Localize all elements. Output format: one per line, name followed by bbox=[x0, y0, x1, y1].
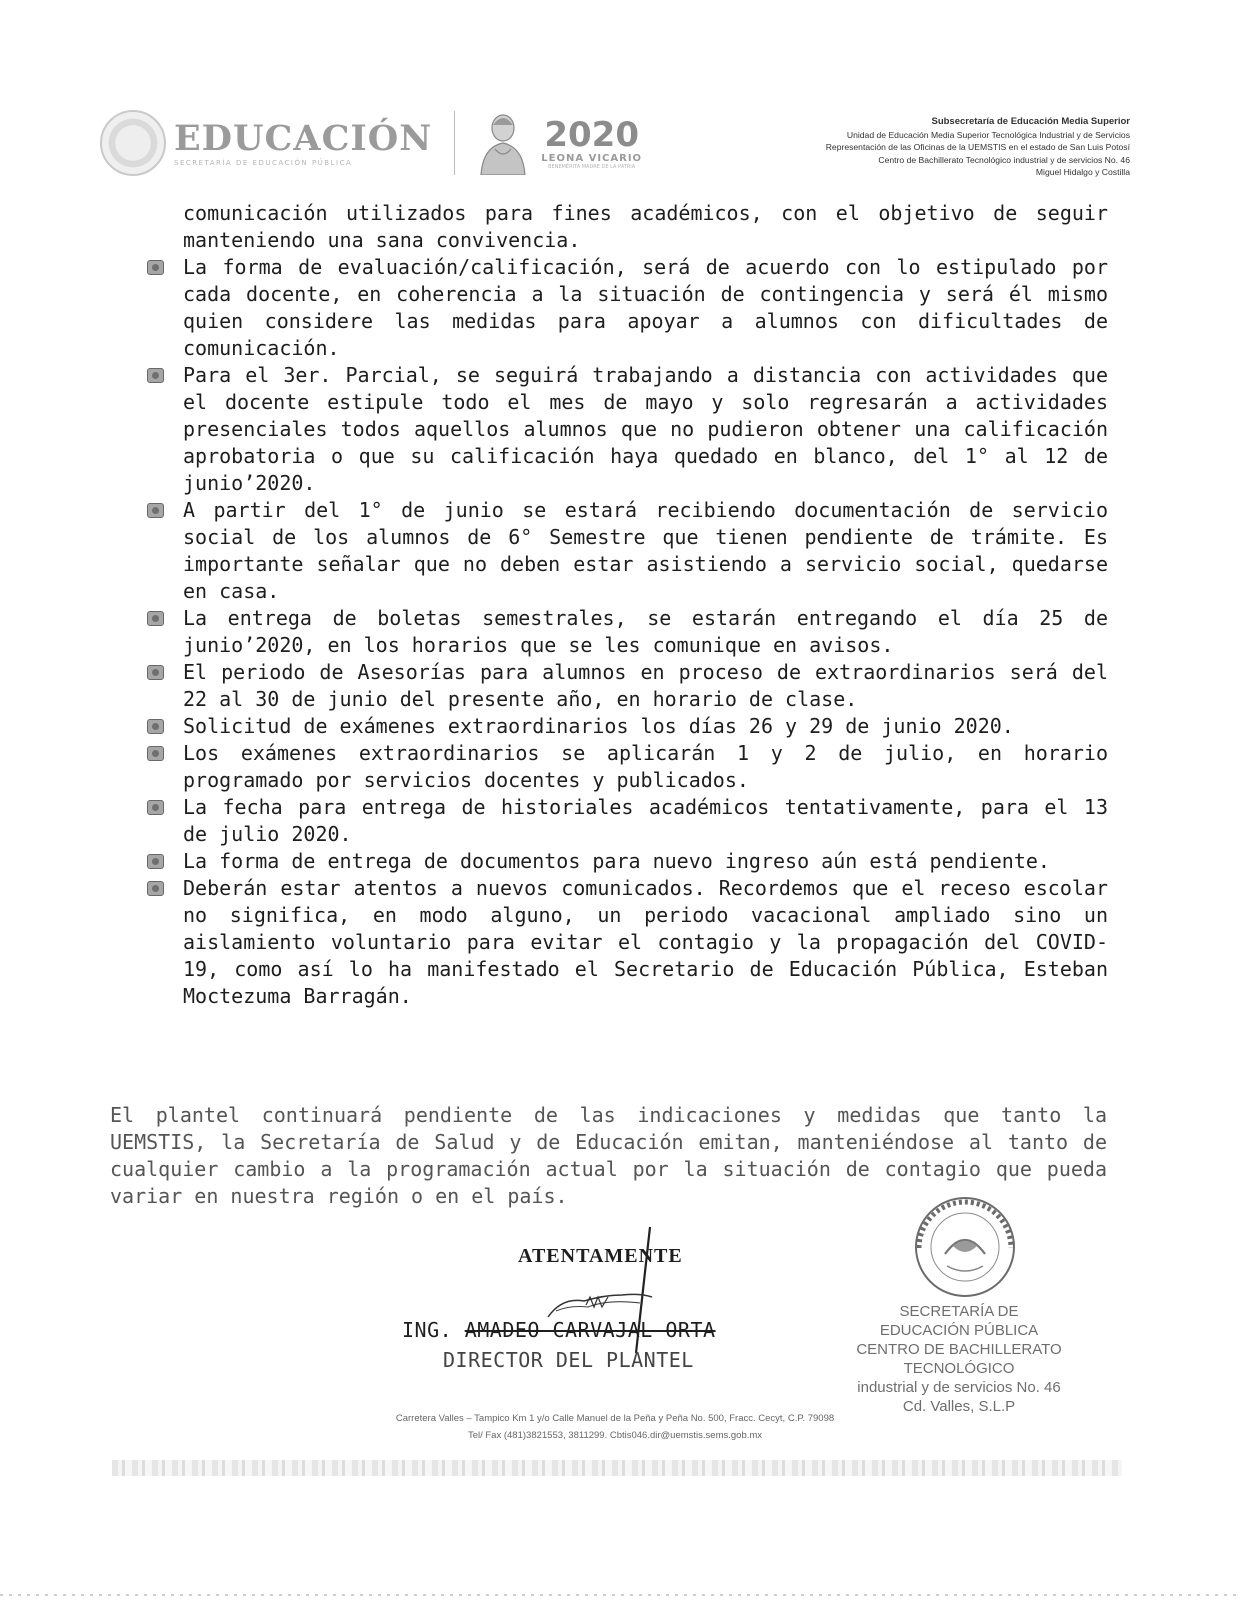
scan-edge-dots bbox=[0, 1594, 1240, 1596]
signer-name bbox=[402, 1318, 716, 1342]
list-item bbox=[143, 740, 1108, 794]
list-item bbox=[143, 659, 1108, 713]
national-seal-icon bbox=[100, 110, 166, 176]
list-item-text: Para el 3er. Parcial, se seguirá trabajando a distancia con actividades que el docente estipule todo el mes de mayo y solo regresarán a actividades presenciales todos aquellos alumnos que no pudieron obtener una calificación aprobatoria o que su calificación haya quedado en blanco, del 1° al 12 de junio’2020. bbox=[183, 363, 1108, 495]
brand-subtitle: SECRETARÍA DE EDUCACIÓN PÚBLICA bbox=[174, 159, 353, 167]
list-item-text: A partir del 1° de junio se estará recibiendo documentación de servicio social de los alumnos de 6° Semestre que tienen pendiente de trámite. Es importante señalar que no deben estar asistiendo a servicio social, quedarse en casa. bbox=[183, 498, 1108, 603]
footer bbox=[300, 1410, 930, 1444]
official-seal-stamp bbox=[905, 1196, 1025, 1298]
list-item bbox=[143, 848, 1108, 875]
list-item-text: Deberán estar atentos a nuevos comunicados. Recordemos que el receso escolar no significa, en modo alguno, un periodo vacacional ampliado sino un aislamiento voluntario para evitar el contagio y la propagación del COVID-19, como así lo ha manifestado el Secretario de Educación Pública, Esteban Moctezuma Barragán. bbox=[183, 876, 1108, 1008]
letterhead bbox=[100, 102, 1130, 192]
year-subtitle: BENEMÉRITA MADRE DE LA PATRIA bbox=[548, 163, 636, 170]
list-item bbox=[143, 200, 1108, 254]
stamp-line: EDUCACIÓN PÚBLICA bbox=[879, 1322, 1039, 1339]
stamp-line: CENTRO DE BACHILLERATO bbox=[856, 1341, 1062, 1358]
bullet-icon bbox=[147, 503, 164, 518]
bullet-list bbox=[143, 200, 1108, 1010]
list-item-text: La forma de evaluación/calificación, será de acuerdo con lo estipulado por cada docente, en coherencia a la situación de contingencia y será él mismo quien considere las medidas para apoyar a alumnos con dificultades de comunicación. bbox=[183, 255, 1108, 360]
stamp-text bbox=[848, 1302, 1070, 1416]
institution-block bbox=[826, 116, 1130, 179]
year-logo bbox=[541, 114, 643, 170]
list-item bbox=[143, 794, 1108, 848]
list-item-text: Los exámenes extraordinarios se aplicarán 1 y 2 de julio, en horario programado por servicios docentes y publicados. bbox=[183, 741, 1108, 792]
list-item-text: comunicación utilizados para fines académicos, con el objetivo de seguir manteniendo una sana convivencia. bbox=[183, 201, 1108, 252]
institution-line: Representación de las Oficinas de la UEMSTIS en el estado de San Luis Potosí bbox=[825, 142, 1130, 153]
signer-fullname: AMADEO CARVAJAL ORTA bbox=[464, 1318, 716, 1342]
list-item-text: La fecha para entrega de historiales académicos tentativamente, para el 13 de julio 2020. bbox=[183, 795, 1108, 846]
list-item bbox=[143, 497, 1108, 605]
list-item-text: Solicitud de exámenes extraordinarios los días 26 y 29 de junio 2020. bbox=[183, 714, 1014, 738]
closing-paragraph: El plantel continuará pendiente de las indicaciones y medidas que tanto la UEMSTIS, la Secretaría de Salud y de Educación emitan, manteniéndose al tanto de cualquier cambio a la programación actual por la situación de contagio que pueda variar en nuestra región o en el país. bbox=[110, 1103, 1107, 1208]
list-item-text: La entrega de boletas semestrales, se estarán entregando el día 25 de junio’2020, en los horarios que se les comunique en avisos. bbox=[183, 606, 1108, 657]
bullet-icon bbox=[147, 746, 164, 761]
list-item bbox=[143, 875, 1108, 1010]
institution-line: Unidad de Educación Media Superior Tecnológica Industrial y de Servicios bbox=[846, 129, 1130, 140]
closing-salutation: ATENTAMENTE bbox=[518, 1245, 683, 1267]
stamp-line: SECRETARÍA DE bbox=[899, 1303, 1019, 1320]
bullet-icon bbox=[147, 665, 164, 680]
bullet-icon bbox=[147, 368, 164, 383]
list-item bbox=[143, 254, 1108, 362]
bullet-icon bbox=[147, 260, 164, 275]
brand-title: EDUCACIÓN bbox=[174, 118, 433, 159]
stamp-line: Cd. Valles, S.L.P bbox=[902, 1398, 1016, 1415]
footer-contact: Tel/ Fax (481)3821553, 3811299. Cbtis046.dir@uemstis.sems.gob.mx bbox=[467, 1430, 763, 1441]
list-item bbox=[143, 362, 1108, 497]
bullet-icon bbox=[147, 611, 164, 626]
bullet-icon bbox=[147, 881, 164, 896]
institution-line: Miguel Hidalgo y Costilla bbox=[1035, 167, 1130, 178]
logo-group bbox=[100, 108, 642, 178]
list-item bbox=[143, 605, 1108, 659]
signer-title: DIRECTOR DEL PLANTEL bbox=[443, 1348, 694, 1372]
logo-divider bbox=[454, 111, 455, 175]
institution-line: Subsecretaría de Educación Media Superior bbox=[931, 116, 1130, 127]
year-name: LEONA VICARIO bbox=[541, 152, 643, 164]
signer-prefix: ING. bbox=[402, 1318, 453, 1342]
stamp-line: industrial y de servicios No. 46 bbox=[857, 1379, 1061, 1396]
institution-line: Centro de Bachillerato Tecnológico industrial y de servicios No. 46 bbox=[878, 154, 1130, 165]
list-item bbox=[143, 713, 1108, 740]
bullet-icon bbox=[147, 854, 164, 869]
bullet-icon bbox=[147, 800, 164, 815]
stamp-line: TECNOLÓGICO bbox=[903, 1360, 1015, 1377]
year-number: 2020 bbox=[544, 114, 639, 155]
decorative-band bbox=[112, 1460, 1122, 1476]
leona-vicario-portrait-icon bbox=[473, 111, 533, 175]
footer-address: Carretera Valles – Tampico Km 1 y/o Calle Manuel de la Peña y Peña No. 500, Fracc. Cecyt, C.P. 79098 bbox=[395, 1413, 835, 1424]
education-logo bbox=[174, 119, 432, 167]
bullet-icon bbox=[147, 719, 164, 734]
list-item-text: El periodo de Asesorías para alumnos en proceso de extraordinarios será del 22 al 30 de junio del presente año, en horario de clase. bbox=[183, 660, 1108, 711]
list-item-text: La forma de entrega de documentos para nuevo ingreso aún está pendiente. bbox=[183, 849, 1050, 873]
